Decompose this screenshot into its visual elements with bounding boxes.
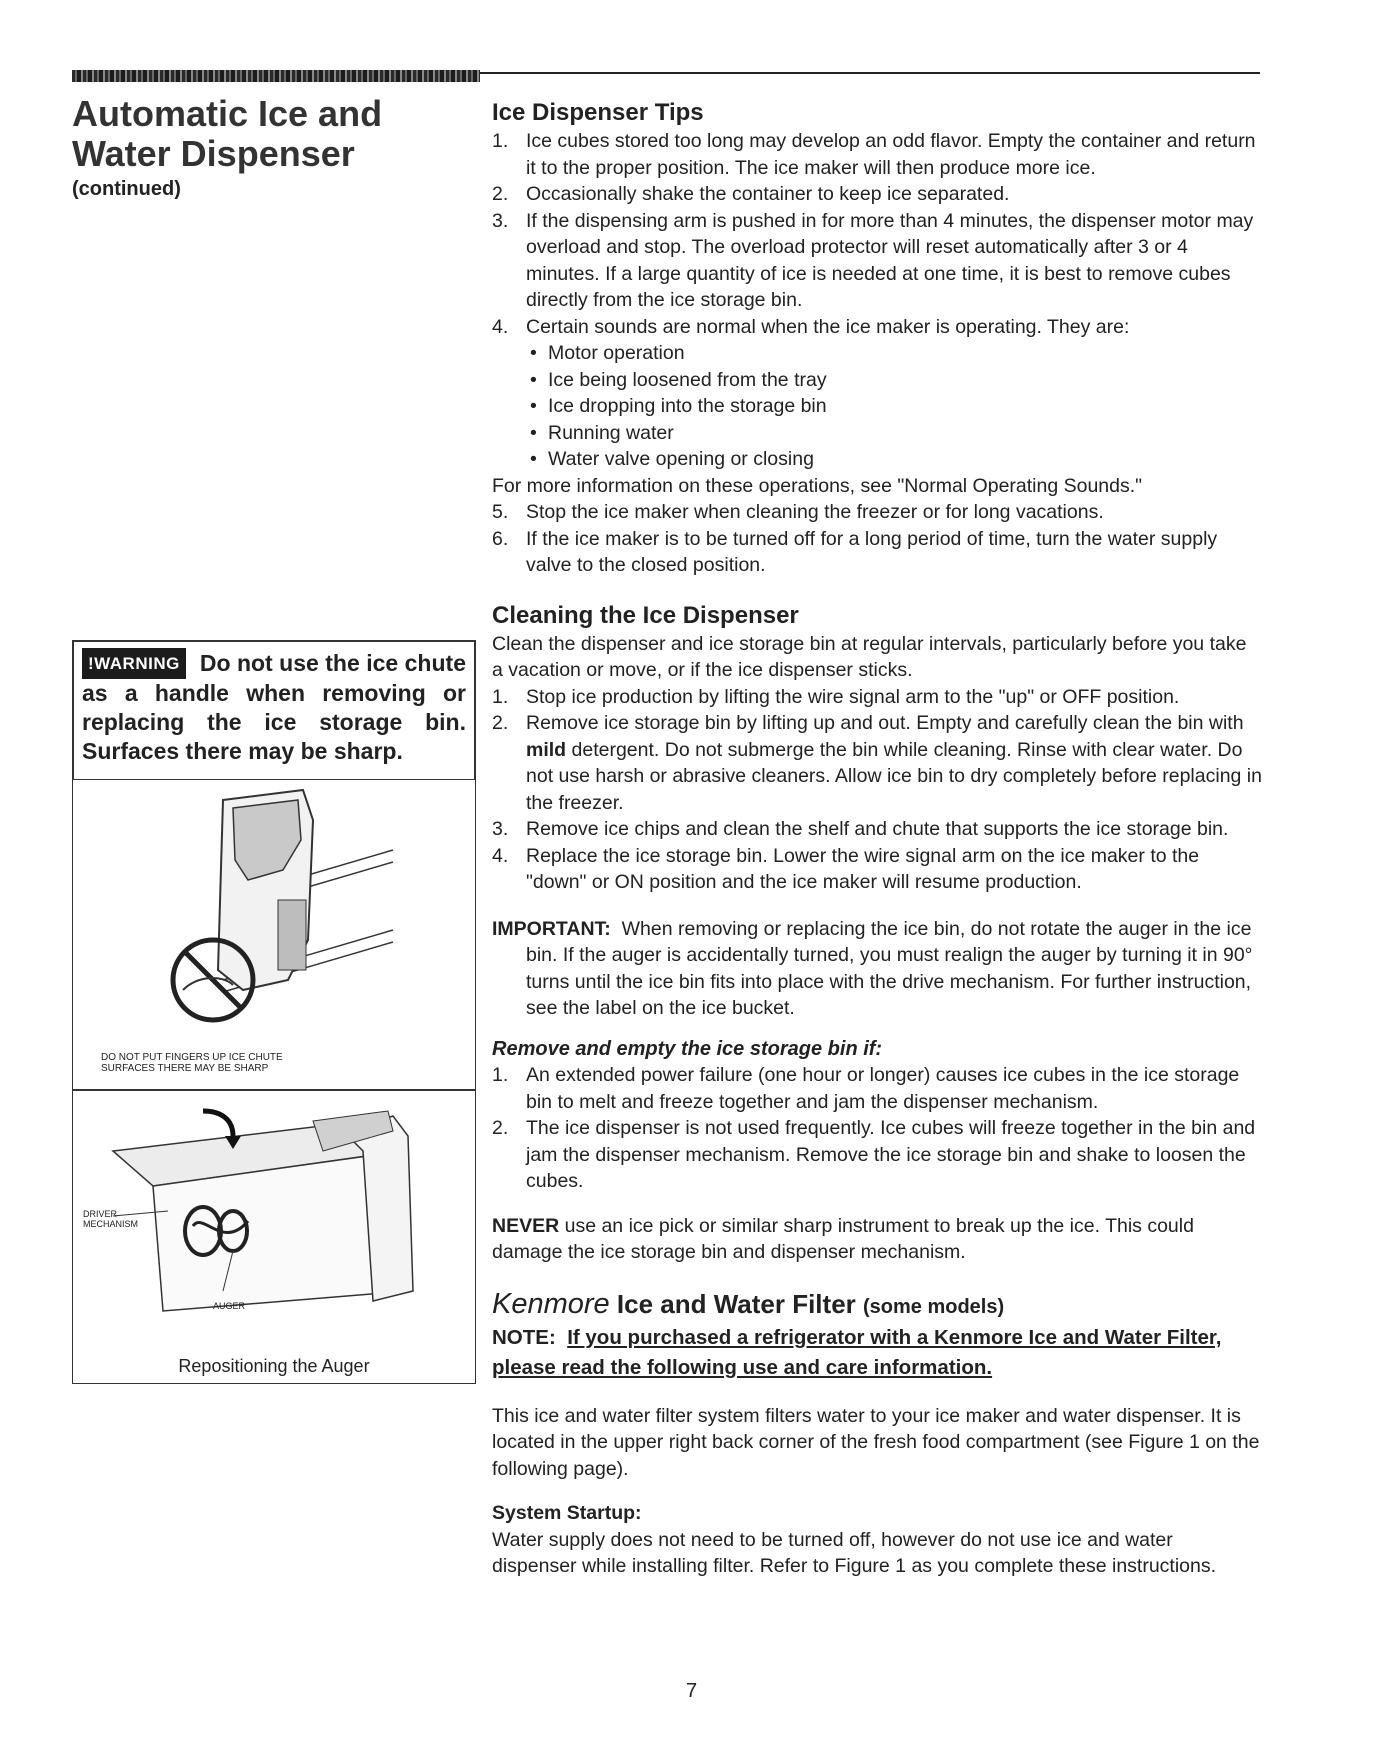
page-title [72,94,480,174]
figure-1-caption-line-2: SURFACES THERE MAY BE SHARP [101,1063,269,1074]
emphasis-text: mild [526,738,567,761]
note-label: NOTE: [492,1325,556,1349]
list-item [492,181,1262,208]
tips-heading: Ice Dispenser Tips [492,99,704,126]
cleaning-intro: Clean the dispenser and ice storage bin at regular intervals, particularly before you take a vacation or move, or if the ice dispenser sticks. [492,632,1247,681]
filter-heading [492,1288,1262,1323]
sounds-note: For more information on these operations, see "Normal Operating Sounds." [492,474,1143,497]
item-number: 2. [492,1117,509,1139]
list-item [492,499,1262,526]
drive-label-line-2: MECHANISM [83,1219,139,1229]
section-title-block [72,94,480,201]
item-text: The ice dispenser is not used frequently. Ice cubes will freeze together in the bin and jam the dispenser mechanism. Remove the ice storage bin and shake to loosen the cubes. [526,1117,1256,1192]
warning-text: Do not use the ice chute as a handle when removing or replacing the ice storage bin. Surfaces there may be sharp. [82,650,466,764]
item-text: If the dispensing arm is pushed in for more than 4 minutes, the dispenser motor may overload and stop. The overload protector will reset automatically after 3 or 4 minutes. If a large quantity of ice is needed at one time, it is best to remove cubes directly from the ice storage bin. [526,209,1254,311]
item-number: 5. [492,501,509,523]
filter-body: This ice and water filter system filters water to your ice maker and water dispenser. It is located in the upper right back corner of the fresh food compartment (see Figure 1 on the following page). [492,1404,1260,1480]
item-text: If the ice maker is to be turned off for a long period of time, turn the water supply valve to the closed position. [526,527,1218,576]
warning-text-block [82,648,466,766]
remove-heading: Remove and empty the ice storage bin if: [492,1037,883,1060]
item-number: 1. [492,1064,509,1086]
item-number: 3. [492,818,509,840]
list-item [492,843,1262,896]
figure-1-caption-line-1: DO NOT PUT FINGERS UP ICE CHUTE [101,1052,283,1063]
bullet-item: • Ice dropping into the storage bin [526,393,1262,420]
list-item [492,1115,1262,1195]
bullet-item: • Water valve opening or closing [526,446,1262,473]
never-note [492,1213,1262,1266]
title-line-1: Automatic Ice and [72,93,383,134]
item-text: Stop ice production by lifting the wire signal arm to the "up" or OFF position. [526,685,1180,708]
filter-brand: Kenmore [492,1287,610,1320]
filter-heading-text: Ice and Water Filter [609,1288,863,1319]
figure-auger [72,1090,476,1384]
item-text: Occasionally shake the container to keep ice separated. [526,183,1010,205]
tips-list [492,128,1262,473]
item-text: An extended power failure (one hour or longer) causes ice cubes in the ice storage bin to melt and freeze together and jam the dispenser mechanism. [526,1064,1240,1113]
header-rule-bar [72,70,480,82]
item-number: 2. [492,712,509,734]
list-item [492,128,1262,181]
important-text: When removing or replacing the ice bin, do not rotate the auger in the ice bin. If the auger is accidentally turned, you must realign the auger by turning it in 90° turns until the ice bin fits into place with the drive mechanism. For further instruction, see the label on the ice bucket. [526,917,1253,1019]
never-text: use an ice pick or similar sharp instrument to break up the ice. This could damage the ice storage bin and dispenser mechanism. [492,1214,1194,1263]
list-item [492,1062,1262,1115]
item-text: Stop the ice maker when cleaning the freezer or for long vacations. [526,501,1104,523]
drive-mechanism-label [83,1209,138,1229]
startup-body: Water supply does not need to be turned off, however do not use ice and water dispenser while installing filter. Refer to Figure 1 as you complete these instructions. [492,1528,1217,1577]
list-item [492,684,1262,711]
item-text: Ice cubes stored too long may develop an odd flavor. Empty the container and return it to the proper position. The ice maker will then produce more ice. [526,130,1256,179]
cleaning-heading: Cleaning the Ice Dispenser [492,601,799,629]
figure-1-caption [101,1052,401,1074]
note-text: If you purchased a refrigerator with a Kenmore Ice and Water Filter, please read the following use and care information. [492,1325,1222,1379]
auger-label: AUGER [213,1301,246,1311]
cleaning-steps [492,684,1262,896]
item-number: 3. [492,209,509,232]
figure-2-caption: Repositioning the Auger [178,1356,370,1376]
item-number: 6. [492,527,509,550]
item-number: 1. [492,685,509,708]
list-item [492,526,1262,579]
filter-note [492,1323,1262,1383]
item-number: 1. [492,130,509,152]
header-rule-line [480,72,1260,74]
rotate-arrow-icon [203,1111,233,1136]
sounds-list [526,340,1262,473]
list-item [492,208,1262,314]
ice-bin-illustration [73,780,475,1050]
list-item [492,314,1262,473]
figure-ice-chute [72,780,476,1090]
bullet-item: • Ice being loosened from the tray [526,367,1262,394]
startup-heading: System Startup: [492,1502,642,1524]
list-item [492,710,1262,816]
bullet-item: • Running water [526,420,1262,447]
main-content [492,98,1262,1580]
item-text: Remove ice storage bin by lifting up and out. Empty and carefully clean the bin with [526,712,1244,734]
important-note [492,916,1262,1022]
never-label: NEVER [492,1214,560,1237]
important-label: IMPORTANT: [492,917,611,940]
page-subtitle: (continued) [72,178,181,200]
page-number: 7 [685,1680,698,1702]
drive-label-line-1: DRIVER [83,1209,118,1219]
list-item [492,816,1262,843]
item-text: Remove ice chips and clean the shelf and chute that supports the ice storage bin. [526,818,1229,840]
item-number: 2. [492,183,509,205]
bullet-item: • Motor operation [526,340,1262,367]
filter-heading-small: (some models) [863,1295,1005,1318]
item-text-continued: detergent. Do not submerge the bin while cleaning. Rinse with clear water. Do not use harsh or abrasive cleaners. Allow ice bin to dry completely before replacing in the freezer. [526,738,1262,814]
item-number: 4. [492,315,509,338]
item-text: Certain sounds are normal when the ice maker is operating. They are: [526,315,1130,338]
warning-box [72,640,476,780]
item-number: 4. [492,844,509,867]
warning-badge: !WARNING [82,648,186,679]
title-line-2: Water Dispenser [72,133,355,174]
remove-list [492,1062,1262,1195]
item-text: Replace the ice storage bin. Lower the wire signal arm on the ice maker to the "down" or ON position and the ice maker will resume production. [526,844,1200,893]
tips-list-continued [492,499,1262,579]
